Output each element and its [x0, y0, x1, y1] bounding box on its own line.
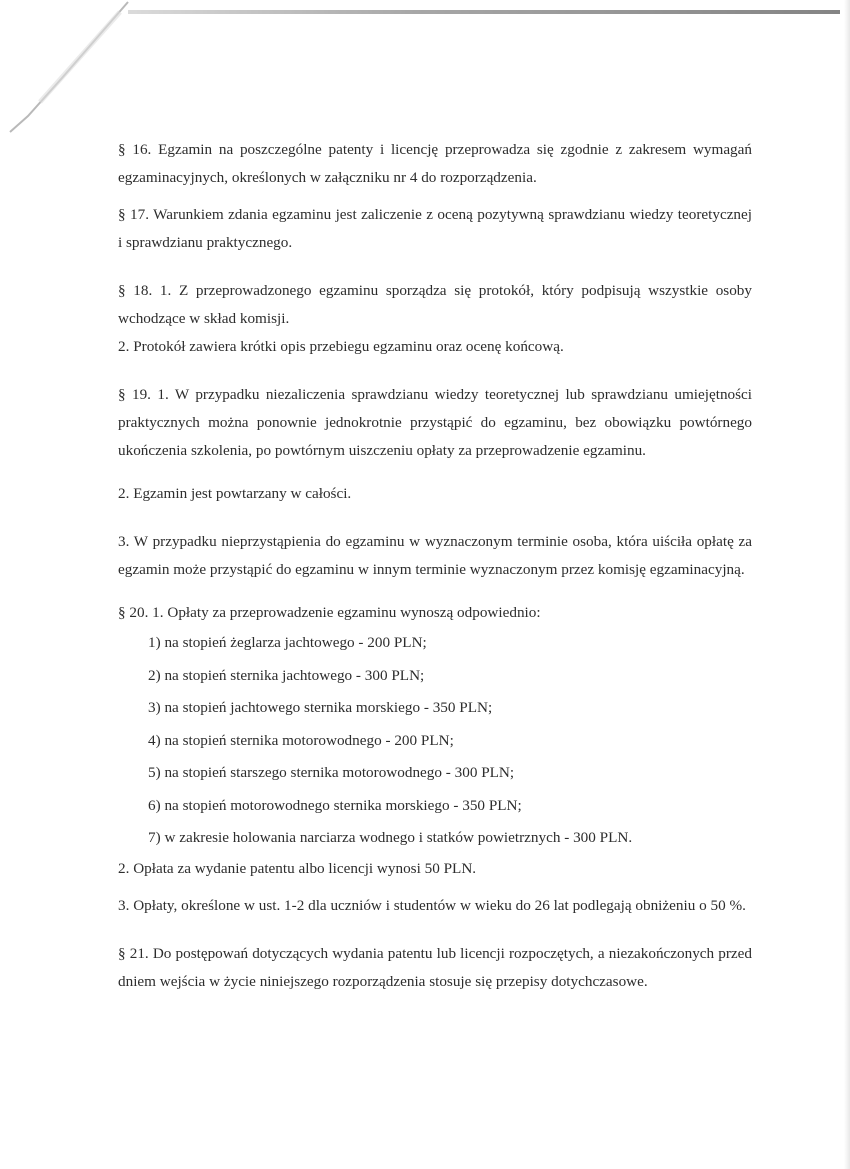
paragraph-17: § 17. Warunkiem zdania egzaminu jest zaliczenie z oceną pozytywną sprawdzianu wiedzy teoretycznej i sprawdzianu praktycznego.	[118, 206, 752, 251]
fee-list	[118, 627, 752, 855]
paragraph-19-2: 2. Egzamin jest powtarzany w całości.	[118, 485, 352, 502]
paragraph-19-1: § 19. 1. W przypadku niezaliczenia sprawdzianu wiedzy teoretycznej lub sprawdzianu umiejętności praktycznych można ponownie jednokrotnie przystąpić do egzaminu, bez obowiązku powtórnego ukończenia szkolenia, po powtórnym uiszczeniu opłaty za przeprowadzenie egzaminu.	[118, 386, 752, 459]
scan-top-edge	[128, 10, 840, 14]
paragraph-18-1: § 18. 1. Z przeprowadzonego egzaminu sporządza się protokół, który podpisują wszystkie osoby wchodzące w skład komisji.	[118, 282, 752, 327]
paragraph-20-1: § 20. 1. Opłaty za przeprowadzenie egzaminu wynoszą odpowiednio:	[118, 604, 541, 621]
scan-right-edge	[844, 0, 850, 1169]
fee-list-item: 5) na stopień starszego sternika motorowodnego - 300 PLN;	[148, 764, 515, 781]
paragraph-16: § 16. Egzamin na poszczególne patenty i licencję przeprowadza się zgodnie z zakresem wymagań egzaminacyjnych, określonych w załączniku nr 4 do rozporządzenia.	[118, 141, 752, 186]
scan-corner-fold	[0, 0, 140, 140]
paragraph-18-2: 2. Protokół zawiera krótki opis przebiegu egzaminu oraz ocenę końcową.	[118, 338, 564, 355]
fee-list-item: 1) na stopień żeglarza jachtowego - 200 PLN;	[148, 634, 427, 651]
paragraph-20-2: 2. Opłata za wydanie patentu albo licencji wynosi 50 PLN.	[118, 859, 477, 877]
fee-list-item: 3) na stopień jachtowego sternika morskiego - 350 PLN;	[148, 699, 493, 716]
fee-list-item: 4) na stopień sternika motorowodnego - 200 PLN;	[148, 731, 454, 749]
paragraph-20-3: 3. Opłaty, określone w ust. 1-2 dla uczniów i studentów w wieku do 26 lat podlegają obniżeniu o 50 %.	[118, 896, 746, 914]
fee-list-item: 7) w zakresie holowania narciarza wodnego i statków powietrznych - 300 PLN.	[148, 829, 633, 846]
paragraph-21: § 21. Do postępowań dotyczących wydania patentu lub licencji rozpoczętych, a niezakończonych przed dniem wejścia w życie niniejszego rozporządzenia stosuje się przepisy dotychczasowe.	[118, 944, 752, 990]
fee-list-item: 2) na stopień sternika jachtowego - 300 PLN;	[148, 666, 425, 684]
paragraph-19-3: 3. W przypadku nieprzystąpienia do egzaminu w wyznaczonym terminie osoba, która uiściła opłatę za egzamin może przystąpić do egzaminu w innym terminie wyznaczonym przez komisję egzaminacyjną.	[118, 533, 752, 578]
fee-list-item: 6) na stopień motorowodnego sternika morskiego - 350 PLN;	[148, 796, 522, 814]
document-body	[118, 136, 752, 996]
